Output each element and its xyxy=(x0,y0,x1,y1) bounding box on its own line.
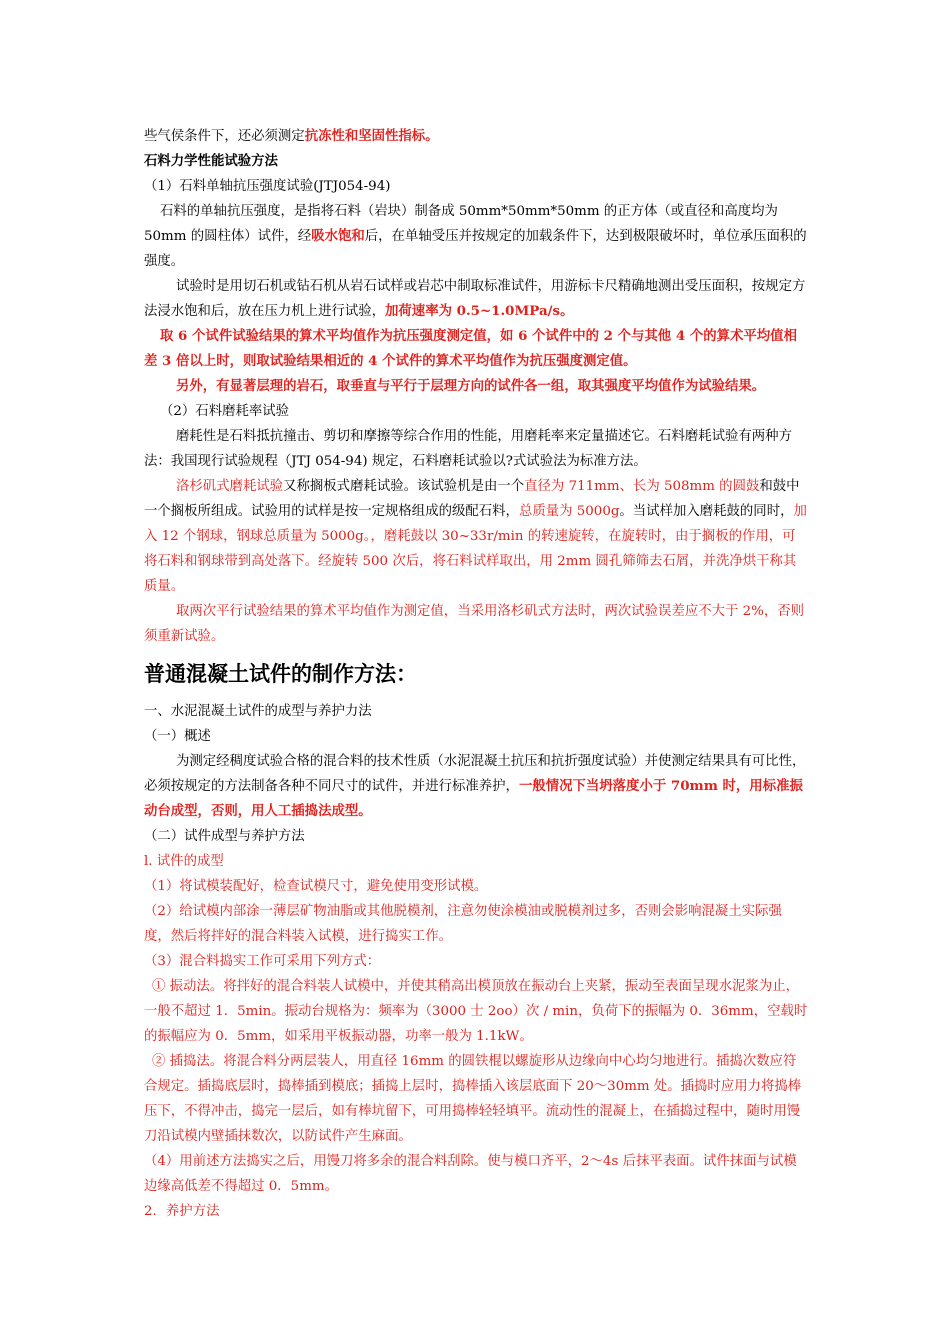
list-item-rodding-method: ② 插捣法。将混合料分两层装人，用直径 16mm 的圆铁棍以螺旋形从边缘向中心均匀地进行。插捣次数应符合规定。插捣底层时，捣棒插到模底；插捣上层时，捣棒插入该层底面下 20～30mm 处。插捣时应用力将捣棒压下，不得冲击，捣完一层后，如有棒坑留下，可用捣棒轻轻填平。流动性的混凝上，在插捣过程中，随时用馒刀沿试模内壁插抹数次，以防试件产生麻面。 xyxy=(144,1054,802,1144)
paragraph-weather xyxy=(144,124,808,149)
text-run: 石料的单轴抗压强度，是指将石料（岩块）制备成 50mm*50mm*50mm 的正方体（或直径和高度均为 50mm 的圆柱体）试件，经 xyxy=(144,204,778,244)
highlight-text: 洛杉矶式磨耗试验 xyxy=(176,479,284,494)
highlight-text: 直径为 711mm、长为 508mm 的圆鼓 xyxy=(524,479,760,494)
highlight-text: 总质量为 5000g xyxy=(518,504,620,519)
document-body xyxy=(144,124,808,1224)
list-item-step-3: （3）混合料捣实工作可采用下列方式： xyxy=(144,954,381,969)
paragraph-overview xyxy=(144,749,808,824)
paragraph-compression-definition xyxy=(144,199,808,274)
section-title-concrete-forming: 一、水泥混凝土试件的成型与养护力法 xyxy=(144,704,372,719)
subsection-title-compression: （1）石料单轴抗压强度试验(JTJ054-94) xyxy=(144,179,391,194)
list-item-curing: 2．养护方法 xyxy=(144,1204,220,1219)
text-run: 后，在单轴受压并按规定的加载条件下，达到极限破坏时，单位承压面积的强度。 xyxy=(144,229,807,269)
list-item-forming: l. 试件的成型 xyxy=(144,854,224,869)
text-run: 和鼓中一个搁板所组成。试验用的试样是按一定规格组成的级配石料， xyxy=(144,479,800,519)
highlight-text: 抗冻性和坚固性指标。 xyxy=(304,128,439,144)
text-run: 又称搁板式磨耗试验。该试验机是由一个 xyxy=(283,479,525,494)
text-run: 为测定经稠度试验合格的混合料的技术性质（水泥混凝土抗压和抗折强度试验）并使测定结果具有可比性，必须按规定的方法制备各种不同尺寸的试件，并进行标准养护， xyxy=(144,754,806,794)
list-item-step-1: （1）将试模装配好，检查试模尺寸，避免使用变形试模。 xyxy=(144,879,488,894)
list-item-step-4: （4）用前述方法捣实之后，用馒刀将多余的混合料刮除。使与模口齐平，2～4s 后抹平表面。试件抹面与试模边缘高低差不得超过 0．5mm。 xyxy=(144,1154,797,1194)
highlight-text: 一般情况下当坍落度小于 70mm 时，用标准振动台成型，否则，用人工插捣法成型。 xyxy=(144,778,803,819)
text-run: 试验时是用切石机或钻石机从岩石试样或岩芯中制取标准试件，用游标卡尺精确地测出受压面积，按规定方法浸水饱和后，放在压力机上进行试验， xyxy=(144,279,806,319)
paragraph-los-angeles xyxy=(144,474,808,599)
paragraph-compression-result: 取 6 个试件试验结果的算术平均值作为抗压强度测定值，如 6 个试件中的 2 个与其他 4 个的算术平均值相差 3 倍以上时，则取试验结果相近的 4 个试件的算术平均值作为抗压强度测定值。 xyxy=(144,328,797,369)
paragraph-layered-rock: 另外，有显著层理的岩石，取垂直与平行于层理方向的试件各一组，取其强度平均值作为试验结果。 xyxy=(176,378,766,394)
highlight-text: 吸水饱和 xyxy=(311,228,365,244)
subsection-title-overview: （一）概述 xyxy=(144,729,211,744)
subsection-title-forming-curing: （二）试件成型与养护方法 xyxy=(144,829,305,844)
highlight-text: 加入 12 个钢球，钢球总质量为 5000g。，磨耗鼓以 30~33r/min 的转速旋转，在旋转时，由于搁板的作用，可将石料和钢球带到高处落下。经旋转 500 次后，将石料试样取出，用 2mm 圆孔筛筛去石屑，并洗净烘干称其质量。 xyxy=(144,504,807,594)
text-run: 。当试样加入磨耗鼓的同时， xyxy=(619,504,794,519)
subsection-title-abrasion: （2）石料磨耗率试验 xyxy=(160,404,290,419)
paragraph-abrasion-definition: 磨耗性是石料抵抗撞击、剪切和摩擦等综合作用的性能，用磨耗率来定量描述它。石料磨耗试验有两种方法：我国现行试验规程（JTJ 054-94) 规定，石料磨耗试验以?式试验法为标准方法。 xyxy=(144,429,792,469)
list-item-vibration-method: ① 振动法。将拌好的混合料装人试模中，并使其稍高出模顶放在振动台上夹紧，振动至表面呈现水泥浆为止，一般不超过 1．5min。振动台规格为：频率为（3000 士 2oo）次 / min，负荷下的振幅为 0．36mm，空载时的振幅应为 0．5mm，如采用平板振动器，功率一般为 1.1kW。 xyxy=(144,979,808,1044)
main-heading-concrete: 普通混凝土试件的制作方法： xyxy=(144,662,417,686)
text-run: 些气侯条件下，还必须测定 xyxy=(144,129,305,144)
section-heading-mechanical: 石料力学性能试验方法 xyxy=(144,153,278,169)
highlight-text: 加荷速率为 0.5~1.0MPa/s。 xyxy=(385,303,574,319)
list-item-step-2: （2）给试模内部涂一薄层矿物油脂或其他脱模剂，注意勿使涂模油或脱模剂过多，否则会影响混凝土实际强度，然后将拌好的混合料装入试模，进行捣实工作。 xyxy=(144,904,782,944)
paragraph-compression-procedure xyxy=(144,274,808,324)
paragraph-abrasion-result: 取两次平行试验结果的算术平均值作为测定值，当采用洛杉矶式方法时，两次试验误差应不大于 2%，否则须重新试验。 xyxy=(144,604,805,644)
